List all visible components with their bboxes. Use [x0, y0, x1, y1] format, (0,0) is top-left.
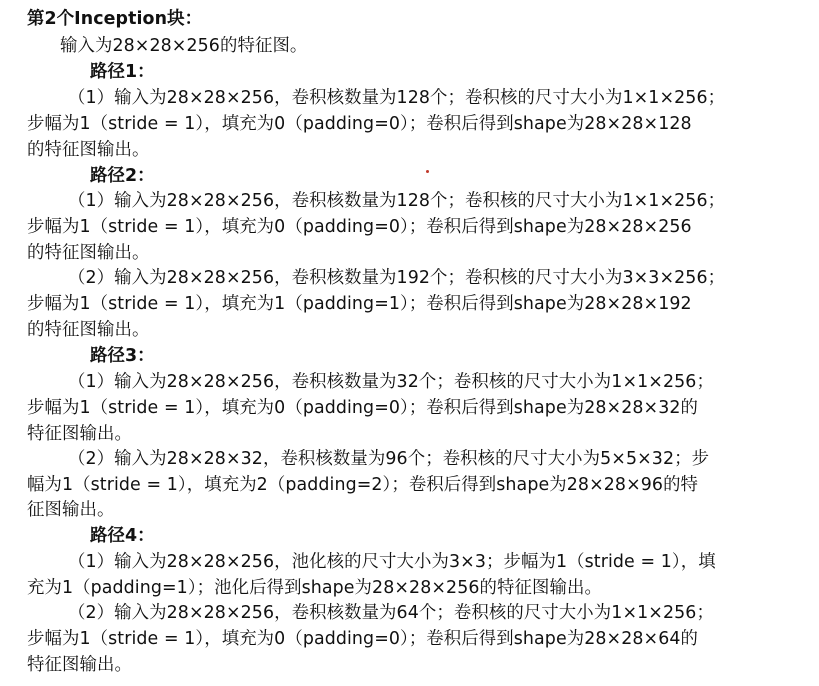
- path-3-item-2-line-3: 征图输出。: [27, 500, 115, 520]
- path-1-item-1-line-2: 步幅为1（stride = 1），填充为0（padding=0）；卷积后得到shape为28×28×128: [27, 114, 692, 134]
- path-3-heading: 路径3：: [90, 346, 155, 366]
- path-2-item-1-line-2: 步幅为1（stride = 1），填充为0（padding=0）；卷积后得到shape为28×28×256: [27, 217, 692, 237]
- path-2-item-1-line-1: （1）输入为28×28×256，卷积核数量为128个；卷积核的尺寸大小为1×1×256；: [68, 191, 726, 211]
- path-1-item-1-line-1: （1）输入为28×28×256，卷积核数量为128个；卷积核的尺寸大小为1×1×256；: [68, 88, 726, 108]
- intro-text: 输入为28×28×256的特征图。: [60, 36, 308, 56]
- path-4-item-1-line-2: 充为1（padding=1）；池化后得到shape为28×28×256的特征图输出。: [27, 578, 602, 598]
- stray-red-dot: [426, 170, 429, 173]
- path-4-item-1-line-1: （1）输入为28×28×256，池化核的尺寸大小为3×3；步幅为1（stride = 1），填: [68, 552, 716, 572]
- path-3-item-1-line-2: 步幅为1（stride = 1），填充为0（padding=0）；卷积后得到shape为28×28×32的: [27, 398, 699, 418]
- section-title: 第2个Inception块：: [27, 9, 203, 29]
- path-4-item-2-line-3: 特征图输出。: [27, 655, 132, 675]
- path-3-item-2-line-1: （2）输入为28×28×32，卷积核数量为96个；卷积核的尺寸大小为5×5×32；步: [68, 449, 710, 469]
- path-2-item-2-line-2: 步幅为1（stride = 1），填充为1（padding=1）；卷积后得到shape为28×28×192: [27, 294, 692, 314]
- path-2-item-2-line-3: 的特征图输出。: [27, 320, 150, 340]
- path-3-item-1-line-1: （1）输入为28×28×256，卷积核数量为32个；卷积核的尺寸大小为1×1×256；: [68, 372, 714, 392]
- path-2-item-1-line-3: 的特征图输出。: [27, 243, 150, 263]
- path-4-item-2-line-1: （2）输入为28×28×256，卷积核数量为64个；卷积核的尺寸大小为1×1×256；: [68, 603, 714, 623]
- path-1-heading: 路径1：: [90, 62, 155, 82]
- path-2-item-2-line-1: （2）输入为28×28×256，卷积核数量为192个；卷积核的尺寸大小为3×3×256；: [68, 268, 726, 288]
- path-3-item-1-line-3: 特征图输出。: [27, 424, 132, 444]
- path-4-heading: 路径4：: [90, 526, 155, 546]
- path-2-heading: 路径2：: [90, 166, 155, 186]
- path-1-item-1-line-3: 的特征图输出。: [27, 140, 150, 160]
- path-3-item-2-line-2: 幅为1（stride = 1），填充为2（padding=2）；卷积后得到shape为28×28×96的特: [27, 475, 699, 495]
- path-4-item-2-line-2: 步幅为1（stride = 1），填充为0（padding=0）；卷积后得到shape为28×28×64的: [27, 629, 699, 649]
